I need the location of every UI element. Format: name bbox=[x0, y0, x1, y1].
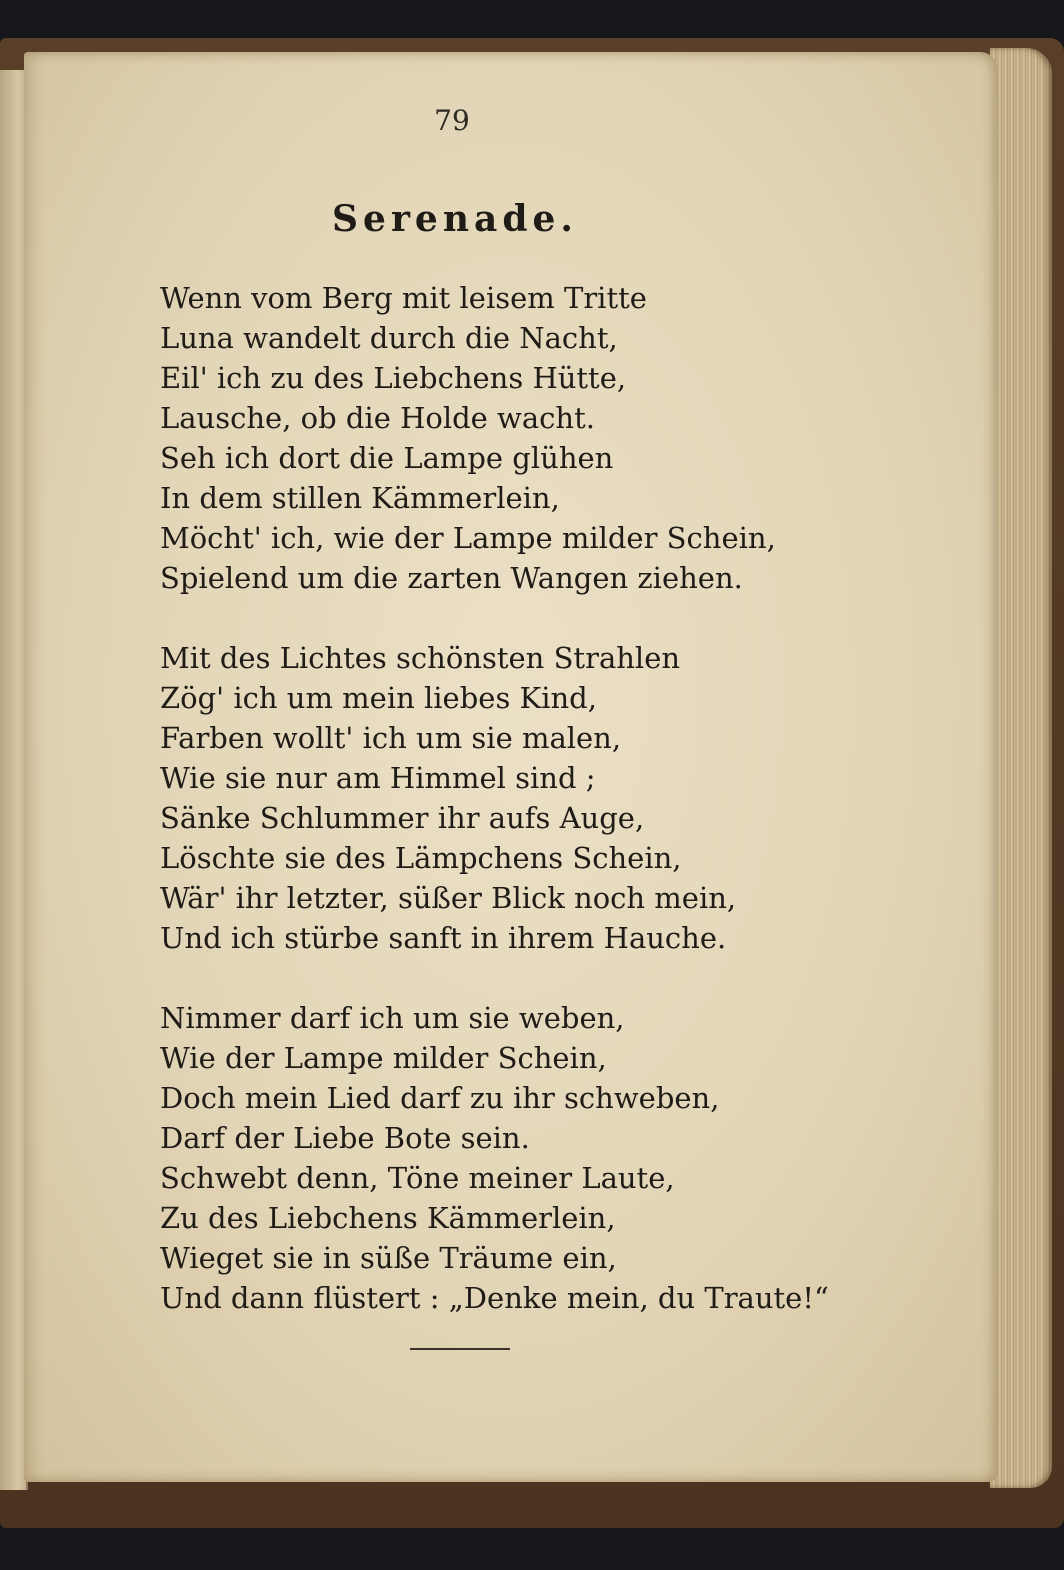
poem-title: Serenade. bbox=[332, 198, 578, 240]
poem-line: Farben wollt' ich um sie malen, bbox=[160, 721, 622, 755]
poem-line: Zu des Liebchens Kämmerlein, bbox=[160, 1201, 616, 1235]
stanza-2 bbox=[160, 638, 860, 958]
stanza-1 bbox=[160, 278, 860, 598]
poem-line: Eil' ich zu des Liebchens Hütte, bbox=[160, 361, 627, 395]
poem-line: Wenn vom Berg mit leisem Tritte bbox=[160, 281, 647, 315]
poem-line: Doch mein Lied darf zu ihr schweben, bbox=[160, 1081, 720, 1115]
poem-line: Luna wandelt durch die Nacht, bbox=[160, 321, 618, 355]
poem-line: Wie sie nur am Himmel sind ; bbox=[160, 761, 596, 795]
poem-line: Wär' ihr letzter, süßer Blick noch mein, bbox=[160, 881, 737, 915]
poem-line: Löschte sie des Lämpchens Schein, bbox=[160, 841, 682, 875]
poem-line: Seh ich dort die Lampe glühen bbox=[160, 441, 614, 475]
page-number: 79 bbox=[434, 104, 470, 137]
poem-line: Spielend um die zarten Wangen ziehen. bbox=[160, 561, 743, 595]
stanza-3 bbox=[160, 998, 860, 1318]
poem-line: Wie der Lampe milder Schein, bbox=[160, 1041, 607, 1075]
poem-line: Schwebt denn, Töne meiner Laute, bbox=[160, 1161, 675, 1195]
poem-line: Und ich stürbe sanft in ihrem Hauche. bbox=[160, 921, 727, 955]
poem-line: In dem stillen Kämmerlein, bbox=[160, 481, 560, 515]
poem-line: Lausche, ob die Holde wacht. bbox=[160, 401, 595, 435]
poem-line: Sänke Schlummer ihr aufs Auge, bbox=[160, 801, 645, 835]
poem-line: Wieget sie in süße Träume ein, bbox=[160, 1241, 617, 1275]
page-stack-edge bbox=[990, 48, 1052, 1488]
poem-line: Zög' ich um mein liebes Kind, bbox=[160, 681, 597, 715]
end-rule bbox=[410, 1348, 510, 1350]
poem-line: Darf der Liebe Bote sein. bbox=[160, 1121, 530, 1155]
poem-line: Nimmer darf ich um sie weben, bbox=[160, 1001, 625, 1035]
poem-line: Und dann flüstert : „Denke mein, du Traute!“ bbox=[160, 1281, 829, 1315]
poem-line: Möcht' ich, wie der Lampe milder Schein, bbox=[160, 521, 776, 555]
poem-line: Mit des Lichtes schönsten Strahlen bbox=[160, 641, 681, 675]
